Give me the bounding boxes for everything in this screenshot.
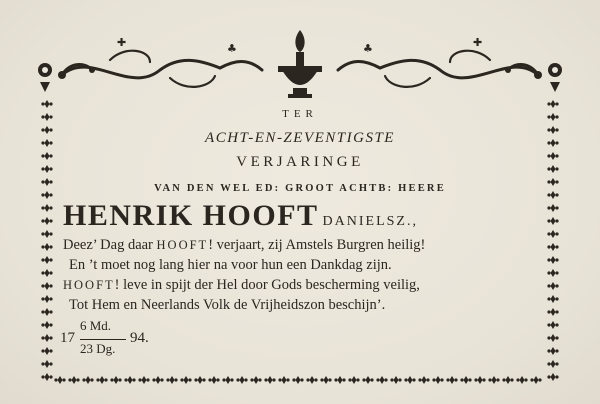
fleuron-icon [96, 376, 107, 384]
fleuron-icon [41, 243, 52, 251]
date-century: 17 [60, 330, 75, 346]
fleuron-icon [264, 376, 275, 384]
fleuron-icon [82, 376, 93, 384]
fleuron-icon [404, 376, 415, 384]
fleuron-icon [547, 347, 558, 355]
fleuron-icon [41, 230, 52, 238]
heading-occasion: VERJARINGE [236, 154, 364, 170]
fleuron-icon [152, 376, 163, 384]
fleuron-icon [502, 376, 513, 384]
fleuron-icon [41, 256, 52, 264]
verse-line-1-name: HOOFT [156, 238, 209, 252]
verse-line-1-c: ! verjaart, zij Amstels Burgren heilig! [208, 237, 426, 253]
fleuron-icon [41, 373, 52, 381]
fleuron-icon [41, 321, 52, 329]
fleuron-icon [547, 360, 558, 368]
date-month: 6 Md. [80, 318, 112, 333]
svg-text:✚: ✚ [473, 36, 483, 49]
fleuron-icon [278, 376, 289, 384]
fleuron-icon [41, 100, 52, 108]
fleuron-icon [547, 321, 558, 329]
fleuron-icon [418, 376, 429, 384]
fleuron-icon [547, 256, 558, 264]
fleuron-icon [208, 376, 219, 384]
fleuron-icon [306, 376, 317, 384]
fleuron-icon [348, 376, 359, 384]
fleuron-icon [376, 376, 387, 384]
verse-line-4: Tot Hem en Neerlands Volk de Vrijheidszon beschijn’. [69, 297, 386, 313]
date-fraction-bar [80, 339, 126, 340]
name-main: HENRIK HOOFT [63, 199, 319, 232]
fleuron-icon [547, 282, 558, 290]
fleuron-icon [547, 334, 558, 342]
date-year: 94. [130, 330, 149, 346]
fleuron-icon [446, 376, 457, 384]
fleuron-icon [41, 334, 52, 342]
fleuron-icon [474, 376, 485, 384]
fleuron-icon [41, 269, 52, 277]
fleuron-icon [516, 376, 527, 384]
fleuron-icon [41, 217, 52, 225]
svg-text:♣: ♣ [227, 42, 237, 55]
fleuron-icon [547, 308, 558, 316]
fleuron-icon [547, 230, 558, 238]
verse-line-2: En ’t moet nog lang hier na voor hun een Dankdag zijn. [69, 257, 392, 273]
fleuron-icon [41, 347, 52, 355]
fleuron-icon [41, 282, 52, 290]
name-suffix: DANIELSZ., [322, 214, 418, 229]
fleuron-icon [138, 376, 149, 384]
svg-text:♣: ♣ [363, 42, 373, 55]
fleuron-icon [547, 100, 558, 108]
fleuron-icon [390, 376, 401, 384]
fleuron-icon [547, 217, 558, 225]
date-day: 23 Dg. [80, 341, 116, 356]
fleuron-icon [362, 376, 373, 384]
fleuron-icon [460, 376, 471, 384]
heading-ter: TER [282, 108, 318, 120]
fleuron-icon [250, 376, 261, 384]
heading-ordinal: ACHT-EN-ZEVENTIGSTE [205, 130, 395, 146]
fleuron-icon [41, 308, 52, 316]
fleuron-icon [547, 373, 558, 381]
fleuron-icon [488, 376, 499, 384]
verse-line-3-b: ! leve in spijt der Hel door Gods bescherming veilig, [114, 277, 420, 293]
fleuron-icon [530, 376, 541, 384]
fleuron-icon [547, 243, 558, 251]
fleuron-icon [41, 360, 52, 368]
honoree-name [63, 199, 418, 233]
fleuron-icon [547, 204, 558, 212]
verse-line-1 [63, 237, 425, 254]
fleuron-icon [110, 376, 121, 384]
fleuron-icon [547, 269, 558, 277]
fleuron-icon [320, 376, 331, 384]
fleuron-icon [236, 376, 247, 384]
fleuron-icon [68, 376, 79, 384]
svg-text:✚: ✚ [117, 36, 127, 49]
fleuron-icon [222, 376, 233, 384]
fleuron-icon [547, 295, 558, 303]
fleuron-icon [334, 376, 345, 384]
date-block [60, 318, 180, 364]
fleuron-icon [124, 376, 135, 384]
fleuron-icon [194, 376, 205, 384]
fleuron-icon [432, 376, 443, 384]
verse-line-3 [63, 277, 420, 294]
fleuron-icon [41, 204, 52, 212]
fleuron-icon [180, 376, 191, 384]
verse-line-1-a: Deez’ Dag daar [63, 237, 157, 253]
heading-honorific: VAN DEN WEL ED: GROOT ACHTB: HEERE [154, 183, 446, 194]
verse-line-3-name: HOOFT [63, 278, 115, 292]
fleuron-icon [166, 376, 177, 384]
fleuron-icon [41, 295, 52, 303]
fleuron-icon [54, 376, 65, 384]
fleuron-icon [292, 376, 303, 384]
